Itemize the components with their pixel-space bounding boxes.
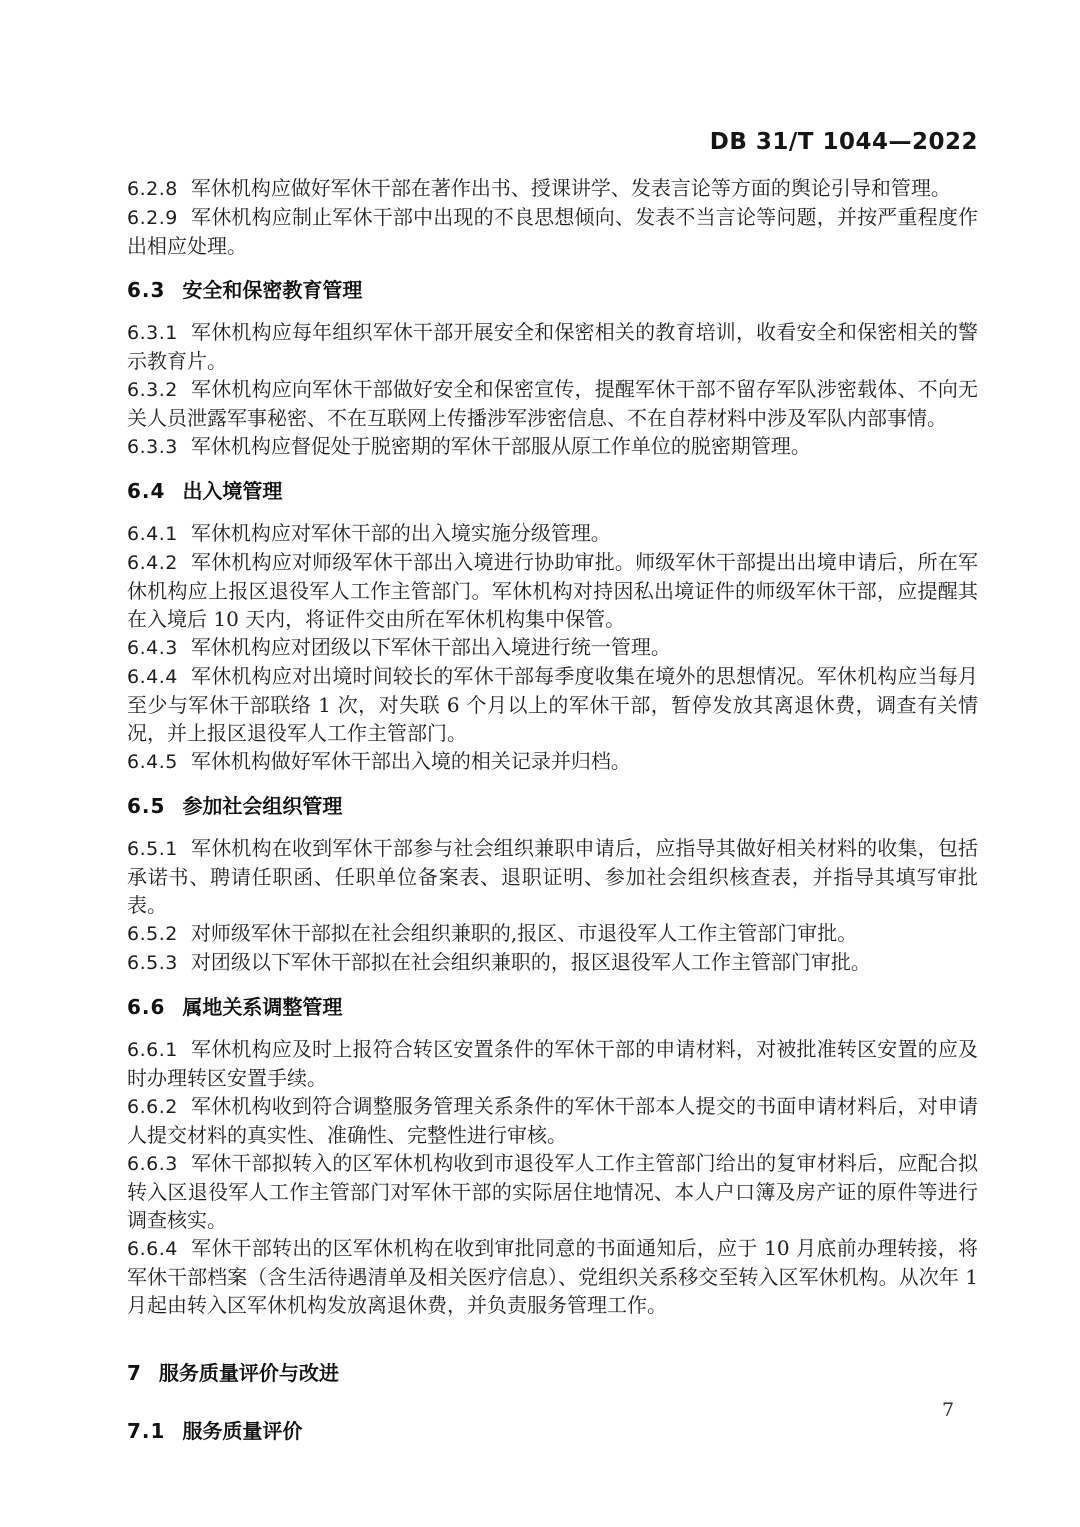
clause-6.3.1: [127, 318, 978, 375]
clause-number: 6.3.3: [127, 436, 178, 458]
clause-number: 6.4.5: [127, 751, 178, 773]
section-number: 6.4: [127, 479, 166, 503]
clause-number: 6.4.1: [127, 523, 178, 545]
clause-text: 军休机构应向军休干部做好安全和保密宣传，提醒军休干部不留存军队涉密载体、不向无关人员泄露军事秘密、不在互联网上传播涉军涉密信息、不在自荐材料中涉及军队内部事情。: [127, 377, 978, 430]
section-title: 属地关系调整管理: [182, 995, 343, 1019]
clause-text: 军休干部转出的区军休机构在收到审批同意的书面通知后，应于 10 月底前办理转接，将军休干部档案（含生活待遇清单及相关医疗信息）、党组织关系移交至转入区军休机构。从次年 1 月起由转入区军休机构发放离退休费，并负责服务管理工作。: [127, 1236, 978, 1317]
chapter-title: 服务质量评价与改进: [158, 1361, 339, 1385]
clause-text: 军休机构应对团级以下军休干部出入境进行统一管理。: [190, 635, 671, 659]
clause-text: 军休机构应对军休干部的出入境实施分级管理。: [190, 521, 611, 545]
clause-6.6.3: [127, 1149, 978, 1234]
clause-6.3.3: [127, 432, 978, 461]
section-heading-6.4: [127, 477, 978, 505]
clause-6.6.1: [127, 1035, 978, 1092]
clause-text: 军休机构应对出境时间较长的军休干部每季度收集在境外的思想情况。军休机构应当每月至少与军休干部联络 1 次，对失联 6 个月以上的军休干部，暂停发放其离退休费，调查有关情况，并上报区退役军人工作主管部门。: [127, 664, 978, 745]
section-heading-6.3: [127, 276, 978, 304]
clause-6.3.2: [127, 375, 978, 432]
clause-6.4.5: [127, 747, 978, 776]
clause-text: 对团级以下军休干部拟在社会组织兼职的，报区退役军人工作主管部门审批。: [190, 950, 871, 974]
clause-number: 6.4.4: [127, 666, 178, 688]
clause-number: 6.6.2: [127, 1096, 178, 1118]
clause-6.4.2: [127, 548, 978, 633]
clause-number: 6.6.3: [127, 1153, 178, 1175]
clause-6.4.3: [127, 633, 978, 662]
clause-number: 6.3.1: [127, 322, 178, 344]
section-title: 安全和保密教育管理: [182, 278, 363, 302]
page-number: 7: [942, 1399, 955, 1421]
clause-number: 6.3.2: [127, 379, 178, 401]
document-body: [127, 174, 978, 1445]
clause-6.5.1: [127, 834, 978, 919]
section-title: 参加社会组织管理: [182, 794, 343, 818]
clause-number: 6.5.1: [127, 838, 178, 860]
clause-text: 军休机构做好军休干部出入境的相关记录并归档。: [190, 749, 631, 773]
clause-6.4.4: [127, 662, 978, 747]
clause-text: 军休干部拟转入的区军休机构收到市退役军人工作主管部门给出的复审材料后，应配合拟转入区退役军人工作主管部门对军休干部的实际居住地情况、本人户口簿及房产证的原件等进行调查核实。: [127, 1151, 978, 1232]
section-heading-6.6: [127, 993, 978, 1021]
section-number: 6.6: [127, 995, 166, 1019]
clause-text: 军休机构应制止军休干部中出现的不良思想倾向、发表不当言论等问题，并按严重程度作出相应处理。: [127, 205, 978, 258]
clause-number: 6.6.4: [127, 1238, 178, 1260]
section-number: 6.5: [127, 794, 166, 818]
standard-number-header: DB 31/T 1044—2022: [709, 129, 978, 155]
clause-number: 6.4.3: [127, 637, 178, 659]
clause-6.2.8: [127, 174, 978, 203]
clause-text: 军休机构应督促处于脱密期的军休干部服从原工作单位的脱密期管理。: [190, 434, 811, 458]
chapter-heading-7: [127, 1359, 978, 1387]
clause-number: 6.5.3: [127, 952, 178, 974]
section-number: 6.3: [127, 278, 166, 302]
section-heading-7.1: [127, 1417, 978, 1445]
section-title: 出入境管理: [182, 479, 283, 503]
clause-text: 军休机构应对师级军休干部出入境进行协助审批。师级军休干部提出出境申请后，所在军休机构应上报区退役军人工作主管部门。军休机构对持因私出境证件的师级军休干部，应提醒其在入境后 10 天内，将证件交由所在军休机构集中保管。: [127, 550, 978, 631]
clause-6.6.4: [127, 1234, 978, 1319]
clause-number: 6.6.1: [127, 1039, 178, 1061]
clause-text: 军休机构应每年组织军休干部开展安全和保密相关的教育培训，收看安全和保密相关的警示教育片。: [127, 320, 978, 373]
clause-6.5.2: [127, 919, 978, 948]
clause-text: 军休机构收到符合调整服务管理关系条件的军休干部本人提交的书面申请材料后，对申请人提交材料的真实性、准确性、完整性进行审核。: [127, 1094, 978, 1147]
clause-6.5.3: [127, 948, 978, 977]
clause-text: 对师级军休干部拟在社会组织兼职的,报区、市退役军人工作主管部门审批。: [190, 921, 858, 945]
clause-6.2.9: [127, 203, 978, 260]
section-number: 7.1: [127, 1419, 166, 1443]
clause-6.6.2: [127, 1092, 978, 1149]
clause-text: 军休机构应做好军休干部在著作出书、授课讲学、发表言论等方面的舆论引导和管理。: [190, 176, 951, 200]
clause-text: 军休机构在收到军休干部参与社会组织兼职申请后，应指导其做好相关材料的收集，包括承诺书、聘请任职函、任职单位备案表、退职证明、参加社会组织核查表，并指导其填写审批表。: [127, 836, 978, 917]
section-heading-6.5: [127, 792, 978, 820]
clause-number: 6.4.2: [127, 552, 178, 574]
clause-6.4.1: [127, 519, 978, 548]
clause-number: 6.5.2: [127, 923, 178, 945]
clause-number: 6.2.9: [127, 207, 178, 229]
clause-number: 6.2.8: [127, 178, 178, 200]
clause-text: 军休机构应及时上报符合转区安置条件的军休干部的申请材料，对被批准转区安置的应及时办理转区安置手续。: [127, 1037, 978, 1090]
section-title: 服务质量评价: [182, 1419, 303, 1443]
chapter-number: 7: [127, 1361, 142, 1385]
